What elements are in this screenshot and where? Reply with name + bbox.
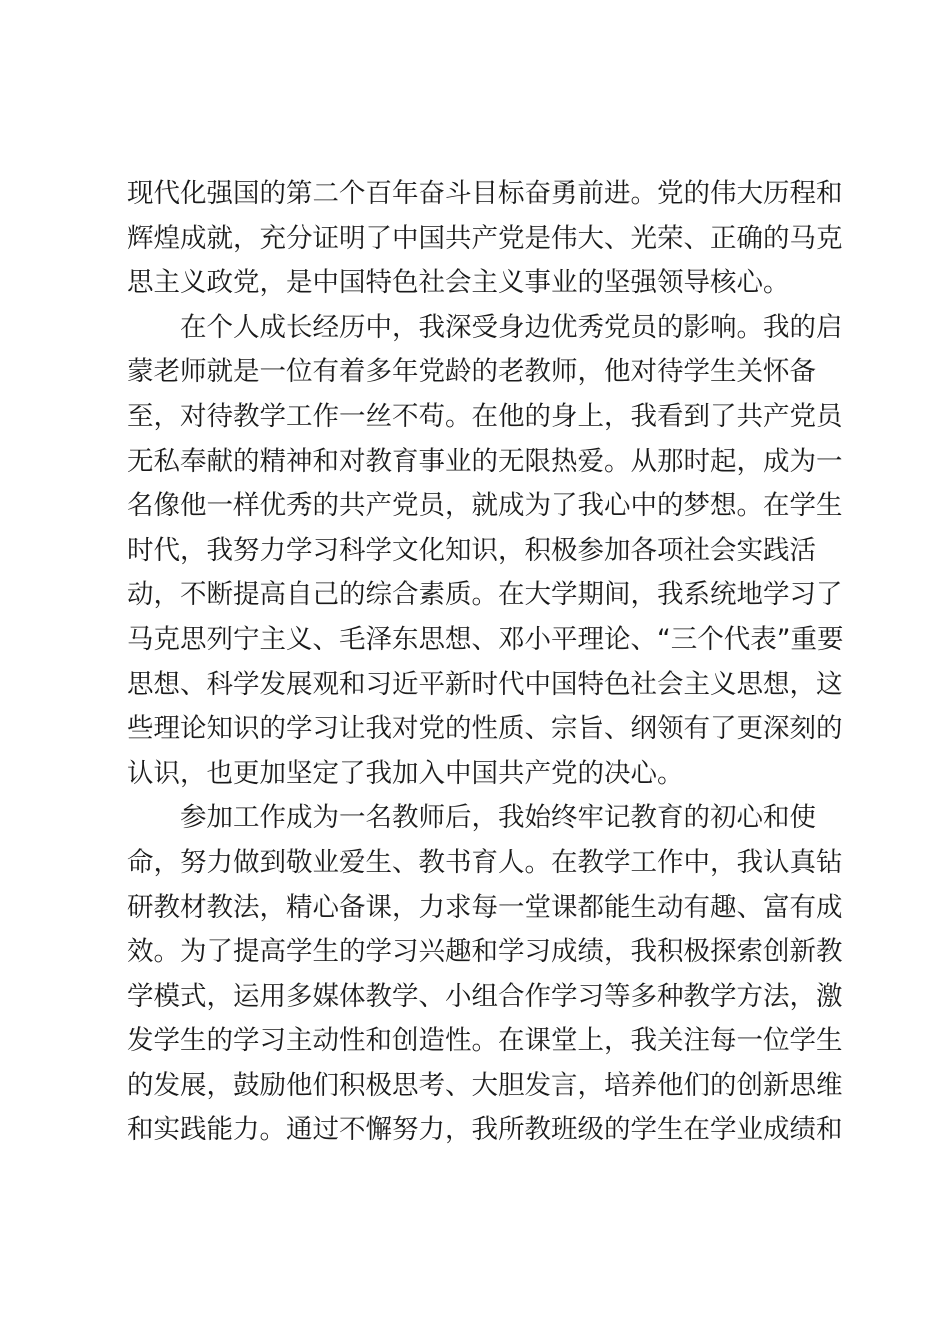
text-line: 些理论知识的学习让我对党的性质、宗旨、纲领有了更深刻的 xyxy=(127,713,843,745)
text-line: 和实践能力。通过不懈努力，我所教班级的学生在学业成绩和 xyxy=(127,1114,843,1146)
text-line: 时代，我努力学习科学文化知识，积极参加各项社会实践活 xyxy=(127,534,816,566)
text-line-first: 参加工作成为一名教师后，我始终牢记教育的初心和使 xyxy=(180,802,816,834)
text-line: 的发展，鼓励他们积极思考、大胆发言，培养他们的创新思维 xyxy=(127,1069,843,1101)
text-line: 现代化强国的第二个百年奋斗目标奋勇前进。党的伟大历程和 xyxy=(127,178,843,209)
text-line: 发学生的学习主动性和创造性。在课堂上，我关注每一位学生 xyxy=(127,1025,843,1057)
paragraph-teaching-work xyxy=(127,796,843,1153)
document-body xyxy=(127,172,844,1153)
text-line: 命，努力做到敬业爱生、教书育人。在教学工作中，我认真钻 xyxy=(127,846,843,878)
paragraph-personal-growth xyxy=(127,306,844,797)
text-line: 辉煌成就，充分证明了中国共产党是伟大、光荣、正确的马克 xyxy=(127,222,843,254)
text-line: 蒙老师就是一位有着多年党龄的老教师，他对待学生关怀备 xyxy=(127,356,816,388)
paragraph-continuation xyxy=(127,172,843,306)
text-line: 研教材教法，精心备课，力求每一堂课都能生动有趣、富有成 xyxy=(127,891,843,923)
text-line: 马克思列宁主义、毛泽东思想、邓小平理论、“三个代表”重要 xyxy=(127,623,844,655)
text-line-first: 在个人成长经历中，我深受身边优秀党员的影响。我的启 xyxy=(180,311,843,343)
text-line: 效。为了提高学生的学习兴趣和学习成绩，我积极探索创新教 xyxy=(127,936,843,968)
text-line: 动，不断提高自己的综合素质。在大学期间，我系统地学习了 xyxy=(127,579,843,611)
text-line: 至，对待教学工作一丝不苟。在他的身上，我看到了共产党员 xyxy=(127,400,843,432)
text-line: 思主义政党，是中国特色社会主义事业的坚强领导核心。 xyxy=(127,267,790,299)
text-line: 名像他一样优秀的共产党员，就成为了我心中的梦想。在学生 xyxy=(127,490,843,522)
text-line: 认识，也更加坚定了我加入中国共产党的决心。 xyxy=(127,757,684,789)
text-line: 无私奉献的精神和对教育事业的无限热爱。从那时起，成为一 xyxy=(127,445,843,477)
text-line: 学模式，运用多媒体教学、小组合作学习等多种教学方法，激 xyxy=(127,980,843,1012)
text-line: 思想、科学发展观和习近平新时代中国特色社会主义思想，这 xyxy=(127,668,843,700)
